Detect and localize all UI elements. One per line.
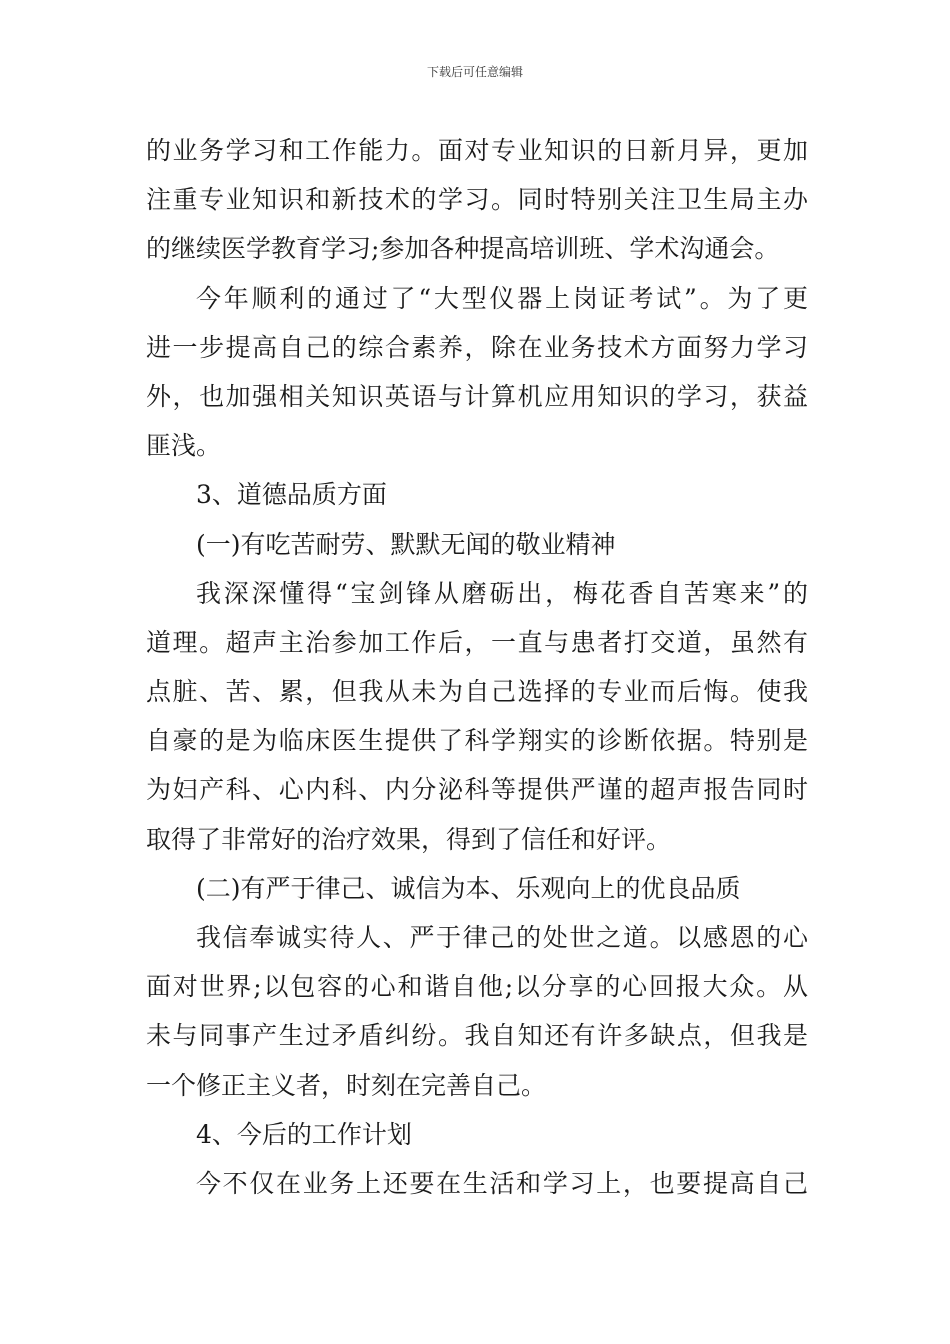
text-line: 面对世界;以包容的心和谐自他;以分享的心回报大众。从 <box>146 972 808 1002</box>
text-line: 取得了非常好的治疗效果，得到了信任和好评。 <box>146 824 672 854</box>
text-line: 自豪的是为临床医生提供了科学翔实的诊断依据。特别是 <box>146 726 808 756</box>
text-line: 进一步提高自己的综合素养，除在业务技术方面努力学习 <box>146 332 808 362</box>
document-body <box>146 126 808 1208</box>
text-line: 一个修正主义者，时刻在完善自己。 <box>146 1070 547 1100</box>
text-line: 的业务学习和工作能力。面对专业知识的日新月异，更加 <box>146 136 808 165</box>
text-line: 匪浅。 <box>146 431 222 461</box>
paragraph-start-line: 今不仅在业务上还要在生活和学习上，也要提高自己 <box>196 1168 808 1198</box>
text-line: 外，也加强相关知识英语与计算机应用知识的学习，获益 <box>146 381 808 411</box>
subsection-heading: (一)有吃苦耐劳、默默无闻的敬业精神 <box>196 529 616 559</box>
section-heading: 4、今后的工作计划 <box>196 1119 412 1149</box>
text-line: 未与同事产生过矛盾纠纷。我自知还有许多缺点，但我是 <box>146 1021 808 1051</box>
paragraph-start-line: 我信奉诚实待人、严于律己的处世之道。以感恩的心 <box>196 923 808 952</box>
text-line: 注重专业知识和新技术的学习。同时特别关注卫生局主办 <box>146 185 808 215</box>
text-line: 点脏、苦、累，但我从未为自己选择的专业而后悔。使我 <box>146 677 808 707</box>
page-header: 下载后可任意编辑 <box>426 65 523 79</box>
text-line: 的继续医学教育学习;参加各种提高培训班、学术沟通会。 <box>146 234 780 264</box>
paragraph-start-line: 我深深懂得“宝剑锋从磨砺出，梅花香自苦寒来”的 <box>196 578 808 608</box>
paragraph-start-line: 今年顺利的通过了“大型仪器上岗证考试”。为了更 <box>196 283 808 313</box>
section-heading: 3、道德品质方面 <box>196 480 387 510</box>
text-line: 为妇产科、心内科、内分泌科等提供严谨的超声报告同时 <box>146 775 808 805</box>
text-line: 道理。超声主治参加工作后，一直与患者打交道，虽然有 <box>146 627 808 657</box>
subsection-heading: (二)有严于律己、诚信为本、乐观向上的优良品质 <box>196 873 741 903</box>
